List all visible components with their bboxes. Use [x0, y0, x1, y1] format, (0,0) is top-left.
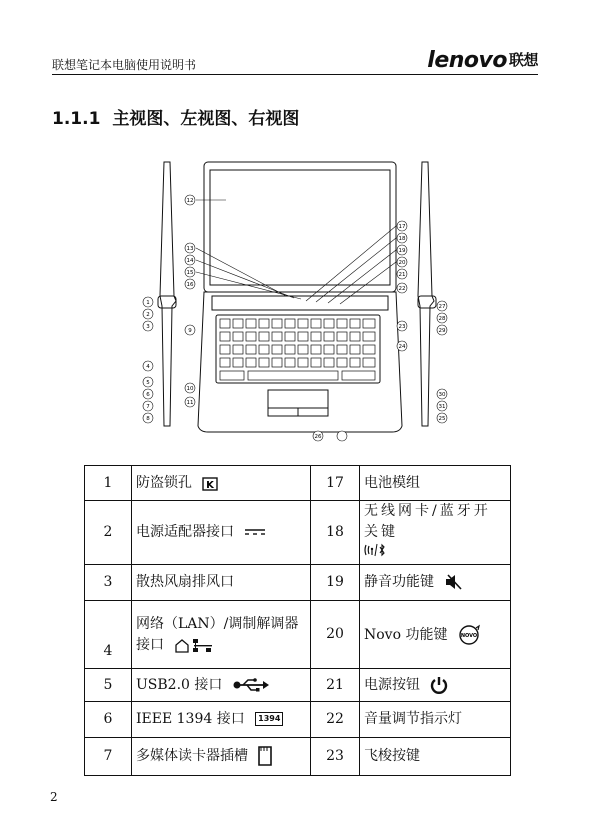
section-heading: [52, 104, 299, 129]
part-label: 防盗锁孔: [136, 474, 192, 491]
figure-callout: 15: [186, 270, 194, 276]
part-number: 17: [311, 466, 360, 501]
part-description: [360, 669, 511, 702]
part-number: 21: [311, 669, 360, 702]
part-description: [132, 601, 311, 669]
figure-callout: 25: [438, 416, 446, 422]
svg-text:K: K: [206, 479, 215, 491]
figure-callout: 17: [398, 224, 406, 230]
figure-callout: 27: [438, 304, 446, 310]
part-label: 网络（LAN）/调制解调器接口: [136, 615, 299, 653]
figure-callout: 28: [438, 316, 446, 322]
figure-callout: 29: [438, 328, 446, 334]
part-label: IEEE 1394 接口: [136, 711, 245, 727]
part-description: 飞梭按键: [360, 738, 511, 776]
part-number: 20: [311, 601, 360, 669]
part-number: 19: [311, 565, 360, 601]
figure-callout: 11: [186, 400, 194, 406]
figure-callout: 20: [398, 260, 406, 266]
figure-callout: 7: [146, 404, 150, 410]
part-label: 无线网卡/蓝牙开关键: [364, 503, 491, 540]
part-label: USB2.0 接口: [136, 676, 223, 693]
header-title: 联想笔记本电脑使用说明书: [52, 58, 197, 72]
ieee1394-icon: 1394: [255, 712, 283, 726]
part-description: [132, 702, 311, 738]
lan-modem-icon: [174, 637, 214, 653]
laptop-diagram: [136, 156, 456, 446]
part-number: 18: [311, 501, 360, 565]
card-reader-icon: [258, 746, 272, 766]
figure-callout: 1: [146, 300, 150, 306]
keyboard-keys: [220, 319, 375, 380]
figure-callout: 24: [398, 344, 406, 350]
kensington-lock-icon: [202, 475, 218, 491]
figure-callout: 5: [146, 380, 150, 386]
figure-callout: 30: [438, 392, 446, 398]
part-label: Novo 功能键: [364, 626, 448, 643]
logo-cn: 联想: [508, 51, 538, 69]
part-description: [132, 738, 311, 776]
part-number: 1: [85, 466, 132, 501]
part-number: 5: [85, 669, 132, 702]
figure-callout: 21: [398, 272, 406, 278]
novo-icon: [458, 624, 480, 646]
part-number: 23: [311, 738, 360, 776]
table-row: [85, 565, 511, 601]
part-description: [360, 501, 511, 565]
part-number: 4: [85, 601, 132, 669]
part-description: [360, 565, 511, 601]
figure-callout: 14: [186, 258, 194, 264]
part-description: [132, 669, 311, 702]
part-description: [360, 601, 511, 669]
figure-callout: 4: [146, 364, 150, 370]
part-label: 电源按钮: [364, 676, 420, 693]
dc-power-icon: [244, 527, 266, 537]
figure-callout: 26: [314, 434, 322, 440]
left-side-profile: [160, 162, 176, 426]
table-row: [85, 466, 511, 501]
lenovo-logo: [427, 48, 538, 73]
figure-callout: 31: [438, 404, 446, 410]
figure-callout: 12: [186, 198, 194, 204]
parts-table: [84, 465, 511, 776]
part-description: 电池模组: [360, 466, 511, 501]
figure-callout: 8: [146, 416, 150, 422]
usb-icon: [233, 678, 269, 692]
wireless-bluetooth-icon: [364, 543, 386, 557]
figure-callout: 23: [398, 324, 406, 330]
mute-icon: [444, 574, 462, 590]
page-header: [52, 48, 538, 75]
section-title: 主视图、左视图、右视图: [112, 109, 300, 129]
part-number: 2: [85, 501, 132, 565]
part-number: 6: [85, 702, 132, 738]
table-row: [85, 702, 511, 738]
power-icon: [430, 676, 448, 694]
part-description: [132, 501, 311, 565]
page-number: 2: [50, 790, 58, 804]
part-description: [132, 466, 311, 501]
svg-text:NOVO: NOVO: [460, 632, 478, 639]
part-number: 3: [85, 565, 132, 601]
part-number: 22: [311, 702, 360, 738]
part-description: 散热风扇排风口: [132, 565, 311, 601]
figure-callout: 6: [146, 392, 150, 398]
logo-text: lenovo: [427, 48, 507, 73]
part-description: 音量调节指示灯: [360, 702, 511, 738]
part-label: 电源适配器接口: [136, 524, 234, 540]
table-row: [85, 601, 511, 669]
figure-callout: 13: [186, 246, 194, 252]
figure-callout: 22: [398, 286, 406, 292]
table-row: [85, 501, 511, 565]
right-side-profile: [418, 162, 434, 426]
figure-callout: 9: [188, 328, 192, 334]
figure-callout: 3: [146, 324, 150, 330]
screen-outline: [210, 170, 390, 285]
figure-callout: 16: [186, 282, 194, 288]
figure-callout: 19: [398, 248, 406, 254]
table-row: [85, 738, 511, 776]
figure-callout: 10: [186, 386, 194, 392]
part-label: 静音功能键: [364, 574, 434, 590]
part-label: 多媒体读卡器插槽: [136, 748, 248, 764]
part-number: 7: [85, 738, 132, 776]
section-number: 1.1.1: [52, 109, 101, 129]
figure-callout: 18: [398, 236, 406, 242]
figure-callout: 2: [146, 312, 150, 318]
table-row: [85, 669, 511, 702]
